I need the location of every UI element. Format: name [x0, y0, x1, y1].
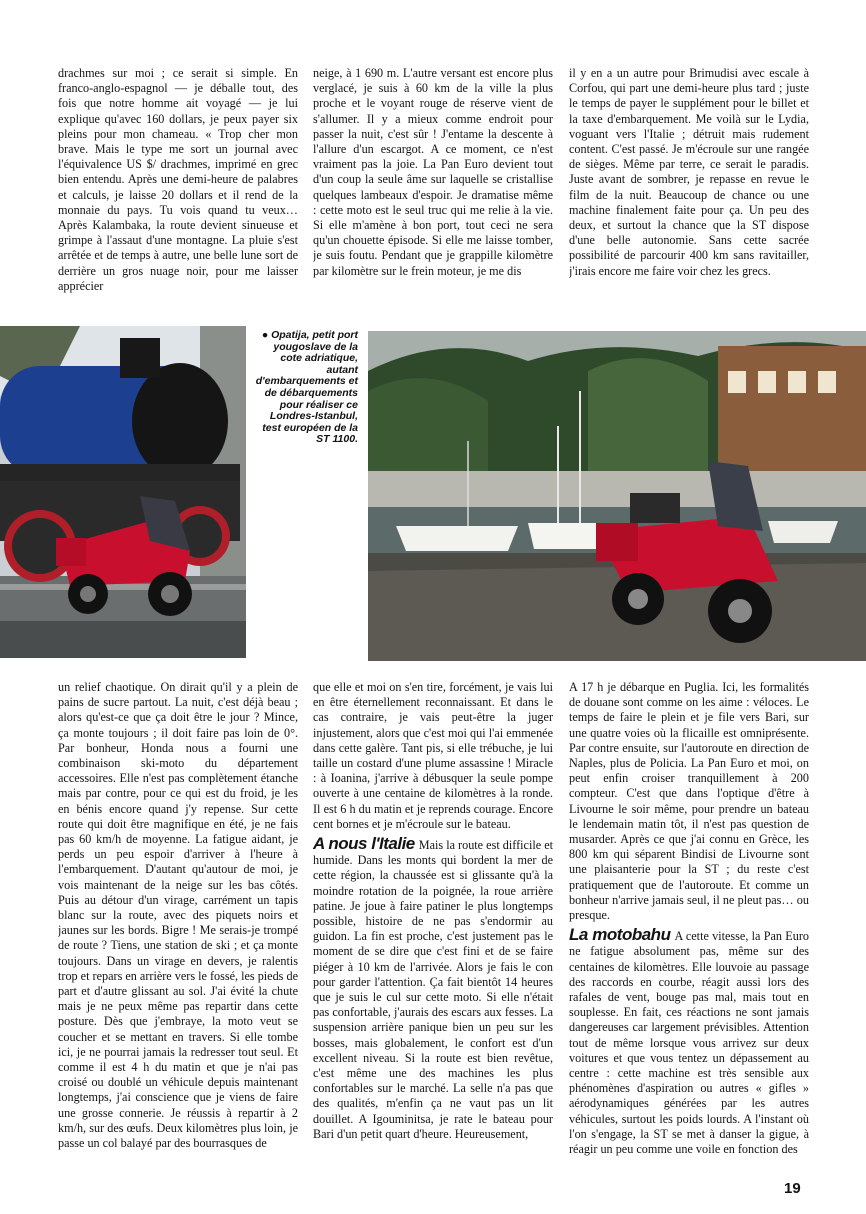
bottom-column-3-paragraph-1: A 17 h je débarque en Puglia. Ici, les formalités de douane sont comme on les aime : véloces. Le temps de faire le plein et je file vers Bari, sur une quatre voies où la flicaille est omniprésente. Par contre ensuite, sur l'autoroute en direction de Naples, plus de Policia. La Pan Euro et moi, on peut enfin croiser tranquillement à 200 compteur. C'est que dans l'optique d'être à Livourne le soir même, pour prendre un bateau le lendemain matin tôt, il n'est pas question de musarder. Après ce que j'ai connu en Grèce, les 800 km qui séparent Bindisi de Livourne sont une plaisanterie pour la ST ; du reste c'est pratiquement que de l'autoroute. Et comme un bonheur n'arrive jamais seul, il ne pleut pas… ou presque.: [569, 680, 809, 923]
bottom-column-2-paragraph-2-text: Mais la route est difficile et humide. Dans les monts qui bordent la mer de cette région, la chaussée est si glissante qu'à la moindre rotation de la poignée, la roue arrière patine. Je joue à faire patiner le plus longtemps possible, histoire de ne pas s'endormir au guidon. La fin est proche, c'est justement pas le moment de se dire que c'est fini et de se faire piéger à 10 km de l'arrivée. Alors je fais le con pour garder l'attention. Ça fait bientôt 14 heures que je suis le cul sur cette moto. Si elle n'était pas confortable, j'aurais des escars aux fesses. La suspension arrière panique bien un peu sur les bosses, mais globalement, le confort est d'un excellent niveau. Si la route est bien revêtue, c'est même une des machines les plus confortables sur le marché. La selle n'a pas que des qualités, m'enfin ça ne vaut pas un lit douillet. A Igouminitsa, je rate le bateau pour Bari d'un petit quart d'heure. Heureusement,: [313, 838, 553, 1141]
bottom-column-1-text: un relief chaotique. On dirait qu'il y a plein de pains de sucre partout. La nuit, c'est déjà beau ; alors qu'est-ce que ça doit être le jour ? Mince, ça monte toujours ; il doit faire pas loin de 0°. Par bonheur, Honda nous a fourni une combinaison ski-moto du département accessoires. Elle n'est pas complètement étanche mais par contre, pour ce qui est du froid, je les en bénis encore quand j'y repense. Sur cette route qui doit être magnifique en été, je ne fais pas 60 km/h de moyenne. La fatigue aidant, je perds un peu espoir d'arriver à l'heure à l'embarquement. D'autant qu'autour de moi, je vois maintenant de la neige sur les bas côtés. Puis au détour d'un virage, carrément un tapis blanc sur la route, avec des piquets noirs et jaunes sur les bords. Bigre ! Me serais-je trompé de route ? Tiens, une station de ski ; et ça monte toujours. Dans un virage en devers, je ralentis trop et repars en arrière vers le fossé, les pieds de part et d'autre glissant au sol. J'ai évité la chute mais je ne peux même pas repartir dans cette posture. Dès que j'embraye, la moto veut se coucher et se mettant en travers. Si elle tombe ici, je ne pourrai jamais la redresser tout seul. Et comme il est 4 h du matin et que je n'ai pas croisé ou doublé un véhicule depuis maintenant longtemps, j'ai conscience que je viens de faire une grosse connerie. Je réussis à repartir à 2 km/h, sur des œufs. Deux kilomètres plus loin, je passe un col balayé par des bourrasques de: [58, 680, 298, 1151]
bottom-column-2: [313, 680, 553, 1177]
section-heading-la-motobahu: La motobahu: [569, 925, 671, 945]
bottom-column-3-paragraph-2-text: A cette vitesse, la Pan Euro ne fatigue absolument pas, même sur des centaines de kilomètres. Elle louvoie au passage des raccords en courbe, réagit aussi lors des rafales de vent, bouge pas mal, mais tout en souplesse. En fait, ces réactions ne sont jamais dangereuses car largement prévisibles. Attention tout de même lorsque vous arrivez sur deux voitures et que vous tentez un dépassement au centre : cette machine est très sensible aux phénomènes d'aspiration ou autres « gifles » aérodynamiques générées par les autres véhicules, surtout les poids lourds. A l'instant où l'on s'engage, la ST se met à danser la gigue, à réagir un peu comme une voile en fonction des: [569, 929, 809, 1157]
photo-caption-text: Opatija, petit port yougoslave de la cote adriatique, autant d'embarquements et de débarquements pour réaliser ce Londres-Istanbul, test européen de la ST 1100.: [255, 329, 358, 446]
caption-bullet-icon: ●: [261, 329, 272, 341]
section-heading-a-nous-litalie: A nous l'Italie: [313, 834, 415, 854]
top-column-2: [313, 66, 553, 306]
photo-caption: [250, 330, 358, 446]
bottom-column-2-paragraph-2: [313, 836, 553, 1142]
bottom-column-3: [569, 680, 809, 1177]
page-number: 19: [784, 1180, 801, 1197]
top-column-2-text: neige, à 1 690 m. L'autre versant est encore plus verglacé, je suis à 60 km de la ville la plus proche et le voyant rouge de réserve vient de s'allumer. Il y a mieux comme endroit pour passer la nuit, c'est sûr ! J'entame la descente à l'allure d'un escargot. A ce moment, ce n'est vraiment pas la joie. La Pan Euro devient tout d'un coup la seule âme sur laquelle se cristallise quelques lambeaux d'espoir. Je dramatise même : cette moto est le seul truc qui me relie à la vie. Si elle m'amène à bon port, tout ceci ne sera qu'un chouette épisode. Si elle me laisse tomber, je suis foutu. Pendant que je grappille kilomètre par kilomètre sur le frein moteur, je me dis: [313, 66, 553, 278]
top-column-1: [58, 66, 298, 306]
harbor-photo-illustration: [368, 331, 866, 661]
top-column-3-text: il y en a un autre pour Brimudisi avec escale à Corfou, qui part une demi-heure plus tard ; juste le temps de payer le supplément pour le billet et la taxe d'embarquement. Me voilà sur le Lydia, voguant vers l'Italie ; détruit mais rudement content. C'est passé. Je m'écroule sur une rangée de sièges. Même par terre, ce serait le paradis. Juste avant de sombrer, je repasse en revue le film de la nuit. Beaucoup de chance ou une machine finalement faite pour ça. Un peu des deux, et surtout la chance que la ST dispose d'une belle autonomie. Sans cette sacrée possibilité de parcourir 400 km sans ravitailler, j'irais encore me faire voir chez les grecs.: [569, 66, 809, 278]
photo-locomotive-motorcycle: [0, 326, 246, 658]
top-column-3: [569, 66, 809, 314]
top-column-1-text: drachmes sur moi ; ce serait si simple. En franco-anglo-espagnol — je déballe tout, des fois que notre homme ait voyagé — je lui explique qu'avec 160 dollars, je peux payer six pleins pour mon chameau. « Trop cher mon brave. Mais le type me sort un journal avec l'équivalence US $/ drachmes, imprimé en grec bien entendu. Après une demi-heure de palabres et calculs, je laisse 20 dollars et il rend de la monnaie du pays. Tu vois quand tu veux… Après Kalambaka, la route devient sinueuse et grimpe à l'assaut d'une montagne. La pluie s'est arrêtée et de temps à autre, une belle lune sort de derrière un gros nuage noir, pour me laisser apprécier: [58, 66, 298, 293]
locomotive-photo-illustration: [0, 326, 246, 658]
bottom-column-3-paragraph-2: [569, 927, 809, 1157]
photo-opatija-harbor: [368, 331, 866, 661]
bottom-column-1: [58, 680, 298, 1177]
bottom-column-2-paragraph-1: que elle et moi on s'en tire, forcément, je vais lui en être éternellement reconnaissant. Et dans le cas contraire, je vais peut-être la juger injustement, alors que c'est moi qui l'ai emmenée dans cette galère. Tant pis, si elle trébuche, je lui taille un costard d'une plume assassine ! Miracle : à Ioanina, j'arrive à débusquer la seule pompe ouverte à une centaine de kilomètres à la ronde. Il est 6 h du matin et je reprends courage. Encore cent bornes et je m'écroule sur le bateau.: [313, 680, 553, 831]
